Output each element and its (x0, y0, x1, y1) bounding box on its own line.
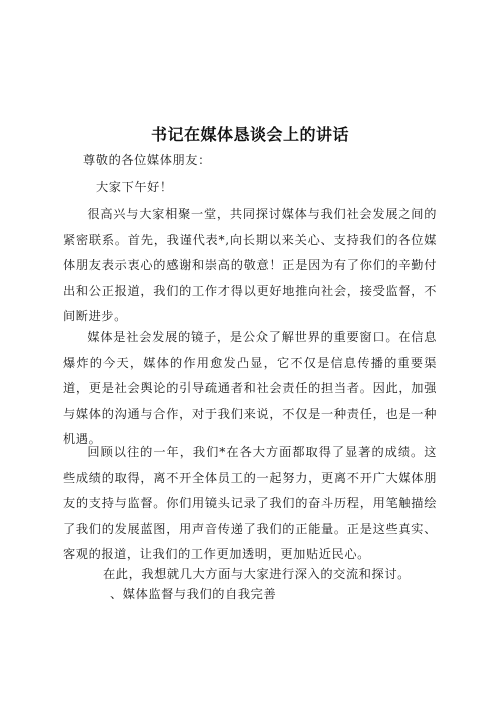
greeting: 大家下午好！ (96, 180, 173, 194)
document-title: 书记在媒体恳谈会上的讲话 (150, 125, 349, 144)
salutation: 尊敬的各位媒体朋友： (83, 153, 211, 167)
paragraph-3: 回顾以往的一年，我们*在各大方面都取得了显著的成绩。这些成绩的取得，离不开全体员工的一起努力，更离不开广大媒体朋友的支持与监督。你们用镜头记录了我们的奋斗历程，用笔触描绘了我们的发展蓝图，用声音传递了我们的正能量。正是这些真实、客观的报道，让我们的工作更加透明，更加贴近民心。 (63, 445, 437, 561)
closing-line: 在此，我想就几大方面与大家进行深入的交流和探讨。 (103, 567, 410, 581)
paragraph-1: 很高兴与大家相聚一堂，共同探讨媒体与我们社会发展之间的紧密联系。首先，我谨代表*,向长期以来关心、支持我们的各位媒体朋友表示衷心的感谢和崇高的敬意！正是因为有了你们的辛勤付出和公正报道，我们的工作才得以更好地推向社会，接受监督，不间断进步。 (63, 207, 437, 323)
section-heading: 、媒体监督与我们的自我完善 (110, 587, 277, 601)
paragraph-2: 媒体是社会发展的镜子，是公众了解世界的重要窗口。在信息爆炸的今天，媒体的作用愈发凸显，它不仅是信息传播的重要渠道，更是社会舆论的引导疏通者和社会责任的担当者。因此，加强与媒体的沟通与合作，对于我们来说，不仅是一种责任，也是一种机遇。 (63, 330, 437, 446)
